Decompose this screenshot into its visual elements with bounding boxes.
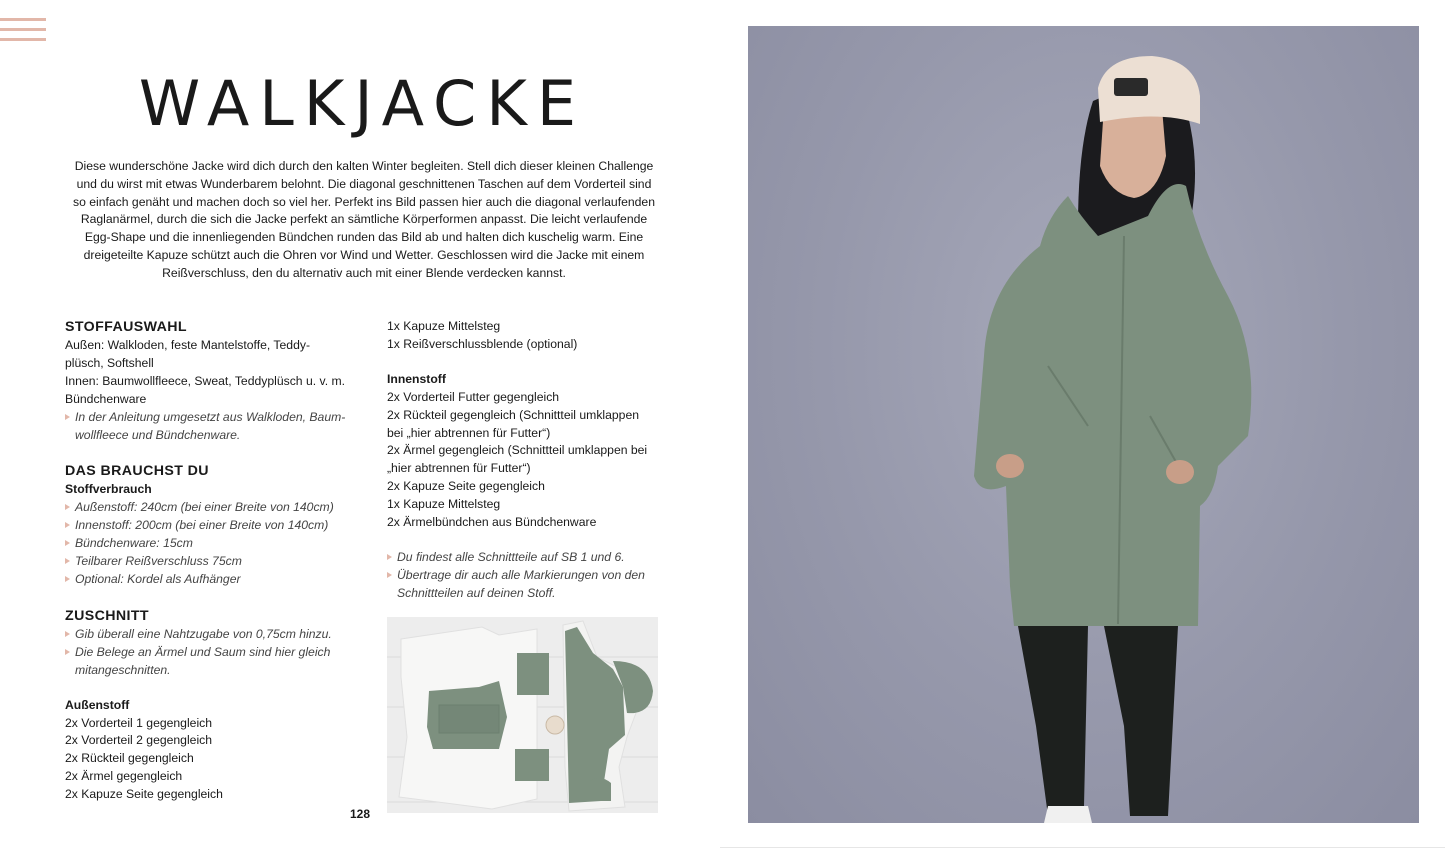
aussenstoff-item: 2x Rückteil gegengleich <box>65 751 194 766</box>
right-column <box>387 318 662 603</box>
innenstoff-item: 2x Kapuze Seite gegengleich <box>387 479 545 494</box>
innenstoff-item: 2x Ärmel gegengleich (Schnittteil umklappen bei <box>387 443 648 458</box>
note-line: In der Anleitung umgesetzt aus Walkloden, Baum- <box>75 409 346 424</box>
stoffverbrauch-subheading: Stoffverbrauch <box>65 482 152 497</box>
brauchst-item: Bündchenware: 15cm <box>65 535 355 553</box>
aussenstoff-subheading: Außenstoff <box>65 697 130 712</box>
innenstoff-item: 1x Kapuze Mittelsteg <box>387 497 501 512</box>
note-line: mitangeschnitten. <box>75 662 171 677</box>
brauchst-item: Optional: Kordel als Aufhänger <box>65 571 355 589</box>
note-line: Gib überall eine Nahtzugabe von 0,75cm hinzu. <box>75 626 332 641</box>
stoffauswahl-note <box>65 409 355 445</box>
zuschnitt-note <box>65 644 355 680</box>
brauchst-item: Innenstoff: 200cm (bei einer Breite von 140cm) <box>65 517 355 535</box>
page-number: 128 <box>350 807 371 821</box>
stoffauswahl-heading: STOFFAUSWAHL <box>65 319 187 335</box>
model-photo <box>748 26 1419 823</box>
pattern-pieces-illustration <box>387 617 658 813</box>
stoffauswahl-line: plüsch, Softshell <box>65 355 154 370</box>
zuschnitt-heading: ZUSCHNITT <box>65 607 149 624</box>
aussenstoff-item: 2x Ärmel gegengleich <box>65 769 183 784</box>
brauchst-item: Teilbarer Reißverschluss 75cm <box>65 553 355 571</box>
cut-item: 1x Kapuze Mittelsteg <box>387 319 501 333</box>
aussenstoff-item: 2x Kapuze Seite gegengleich <box>65 787 223 802</box>
bottom-rule <box>720 847 1445 848</box>
note-line: Die Belege an Ärmel und Saum sind hier gleich <box>75 644 331 659</box>
left-column <box>65 317 355 804</box>
page-title: WALKJACKE <box>138 67 587 140</box>
stoffauswahl-line: Bündchenware <box>65 391 147 406</box>
note-line: wollfleece und Bündchenware. <box>75 427 241 442</box>
note-line: Schnittteilen auf deinen Stoff. <box>397 585 556 600</box>
schnitt-note <box>387 549 662 567</box>
note-line: Übertrage dir auch alle Markierungen von den <box>397 567 645 582</box>
cut-item: 1x Reißverschlussblende (optional) <box>387 336 578 351</box>
model-wearing-jacket-illustration <box>748 26 1419 823</box>
brauchst-heading: DAS BRAUCHST DU <box>65 463 209 480</box>
innenstoff-item: 2x Vorderteil Futter gegengleich <box>387 389 560 404</box>
pattern-pieces-photo <box>387 617 658 813</box>
corner-decoration <box>0 18 46 48</box>
intro-text: Diese wunderschöne Jacke wird dich durch den kalten Winter begleiten. Stell dich dieser kleinen Challenge und du wirst mit etwas Wunderbarem belohnt. Die diagonal geschnittenen Taschen auf dem Vorderteil sind so einfach genäht und machen doch so viel her. Perfekt ins Bild passen hier auch die diagonal verlaufenden Raglanärmel, durch die sich die Jacke perfekt an sämtliche Körperformen anpasst. Die leicht verlaufende Egg-Shape und die innenliegenden Bündchen runden das Bild ab und halten dich kuschelig warm. Eine dreigeteilte Kapuze schützt auch die Ohren vor Wind und Wetter. Geschlossen wird die Jacke mit einem Reißverschluss, den du alternativ auch mit einer Blende verdecken kannst. <box>72 159 655 280</box>
stoffauswahl-line: Innen: Baumwollfleece, Sweat, Teddyplüsch u. v. m. <box>65 373 346 388</box>
innenstoff-item: 2x Ärmelbündchen aus Bündchenware <box>387 515 597 530</box>
stoffauswahl-line: Außen: Walkloden, feste Mantelstoffe, Teddy- <box>65 338 311 352</box>
innenstoff-item: „hier abtrennen für Futter“) <box>387 461 531 476</box>
innenstoff-item: 2x Rückteil gegengleich (Schnittteil umklappen <box>387 407 640 422</box>
aussenstoff-item: 2x Vorderteil 1 gegengleich <box>65 715 213 730</box>
innenstoff-subheading: Innenstoff <box>387 371 446 386</box>
innenstoff-item: bei „hier abtrennen für Futter“) <box>387 425 551 440</box>
schnitt-note <box>387 567 662 603</box>
brauchst-item: Außenstoff: 240cm (bei einer Breite von 140cm) <box>65 499 355 517</box>
zuschnitt-note <box>65 626 355 644</box>
aussenstoff-item: 2x Vorderteil 2 gegengleich <box>65 733 213 748</box>
note-line: Du findest alle Schnittteile auf SB 1 und 6. <box>397 549 625 564</box>
